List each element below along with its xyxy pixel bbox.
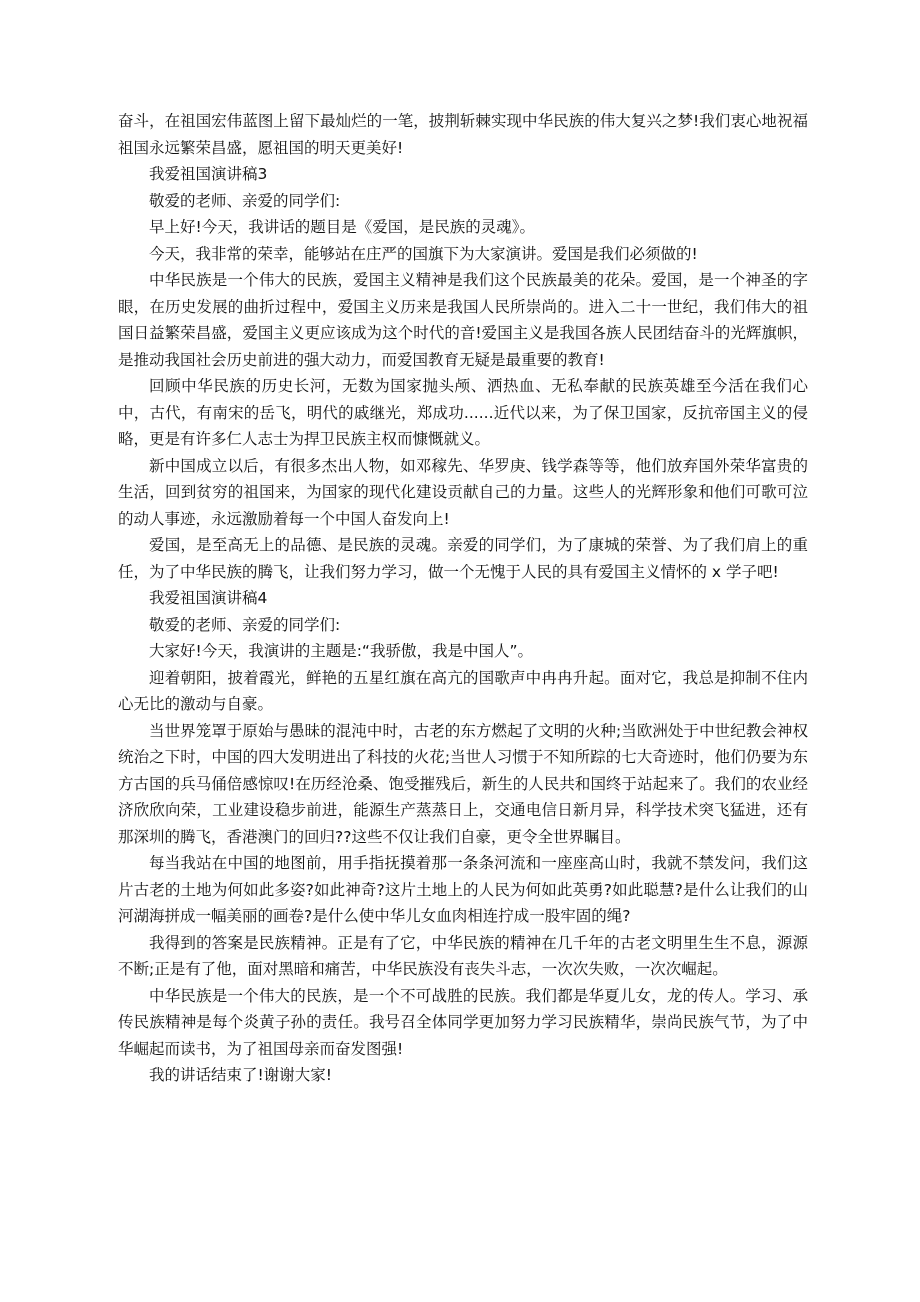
speech-title-4: 我爱祖国演讲稿4 — [149, 589, 268, 607]
paragraph: 中华民族是一个伟大的民族，是一个不可战胜的民族。我们都是华夏儿女，龙的传人。学习、承传民族精神是每个炎黄子孙的责任。我号召全体同学更加努力学习民族精华，崇尚民族气节，为了中华崛起而读书，为了祖国母亲而奋发图强! — [118, 986, 808, 1058]
paragraph: 中华民族是一个伟大的民族，爱国主义精神是我们这个民族最美的花朵。爱国，是一个神圣的字眼，在历史发展的曲折过程中，爱国主义历来是我国人民所崇尚的。进入二十一世纪，我们伟大的祖国日益繁荣昌盛，爱国主义更应该成为这个时代的音!爱国主义是我国各族人民团结奋斗的光辉旗帜，是推动我国社会历史前进的强大动力，而爱国教育无疑是最重要的教育! — [118, 271, 808, 369]
paragraph: 新中国成立以后，有很多杰出人物，如邓稼先、华罗庚、钱学森等等，他们放弃国外荣华富贵的生活，回到贫穷的祖国来，为国家的现代化建设贡献自己的力量。这些人的光辉形象和他们可歌可泣的动人事迹，永远激励着每一个中国人奋发向上! — [118, 456, 808, 528]
paragraph: 迎着朝阳，披着霞光，鲜艳的五星红旗在高亢的国歌声中冉冉升起。面对它，我总是抑制不住内心无比的激动与自豪。 — [118, 668, 808, 713]
paragraph: 大家好!今天，我演讲的主题是:“我骄傲，我是中国人”。 — [149, 642, 533, 660]
speech-title-3: 我爱祖国演讲稿3 — [149, 165, 268, 183]
salutation: 敬爱的老师、亲爱的同学们: — [149, 615, 341, 634]
paragraph-continuation: 奋斗，在祖国宏伟蓝图上留下最灿烂的一笔，披荆斩棘实现中华民族的伟大复兴之梦!我们衷心地祝福祖国永远繁荣昌盛，愿祖国的明天更美好! — [118, 112, 808, 157]
document-page — [118, 108, 808, 1089]
paragraph: 我得到的答案是民族精神。正是有了它，中华民族的精神在几千年的古老文明里生生不息，源源不断;正是有了他，面对黑暗和痛苦，中华民族没有丧失斗志，一次次失败，一次次崛起。 — [118, 933, 808, 978]
paragraph: 当世界笼罩于原始与愚昧的混沌中时，古老的东方燃起了文明的火种;当欧洲处于中世纪教会神权统治之下时，中国的四大发明进出了科技的火花;当世人习惯于不知所踪的七大奇迹时，他们仍要为东方古国的兵马俑倍感惊叹!在历经沧桑、饱受摧残后，新生的人民共和国终于站起来了。我们的农业经济欣欣向荣，工业建设稳步前进，能源生产蒸蒸日上，交通电信日新月异，科学技术突飞猛进，还有那深圳的腾飞，香港澳门的回归??这些不仅让我们自豪，更令全世界瞩目。 — [118, 721, 808, 846]
closing-line: 我的讲话结束了!谢谢大家! — [149, 1066, 332, 1084]
salutation: 敬爱的老师、亲爱的同学们: — [149, 191, 341, 210]
paragraph: 今天，我非常的荣幸，能够站在庄严的国旗下为大家演讲。爱国是我们必须做的! — [149, 244, 698, 263]
paragraph: 每当我站在中国的地图前，用手指抚摸着那一条条河流和一座座高山时，我就不禁发问，我们这片古老的土地为何如此多姿?如此神奇?这片土地上的人民为何如此英勇?如此聪慧?是什么让我们的山河湖海拼成一幅美丽的画卷?是什么使中华儿女血肉相连拧成一股牢固的绳? — [118, 854, 808, 925]
paragraph: 爱国，是至高无上的品德、是民族的灵魂。亲爱的同学们，为了康城的荣誉、为了我们肩上的重任，为了中华民族的腾飞，让我们努力学习，做一个无愧于人民的具有爱国主义情怀的 x 学子吧! — [118, 536, 808, 581]
paragraph: 回顾中华民族的历史长河，无数为国家抛头颅、洒热血、无私奉献的民族英雄至今活在我们心中，古代，有南宋的岳飞，明代的戚继光，郑成功......近代以来，为了保卫国家，反抗帝国主义的侵略，更是有许多仁人志士为捍卫民族主权而慷慨就义。 — [118, 377, 808, 448]
paragraph: 早上好!今天，我讲话的题目是《爱国，是民族的灵魂》。 — [149, 218, 535, 236]
